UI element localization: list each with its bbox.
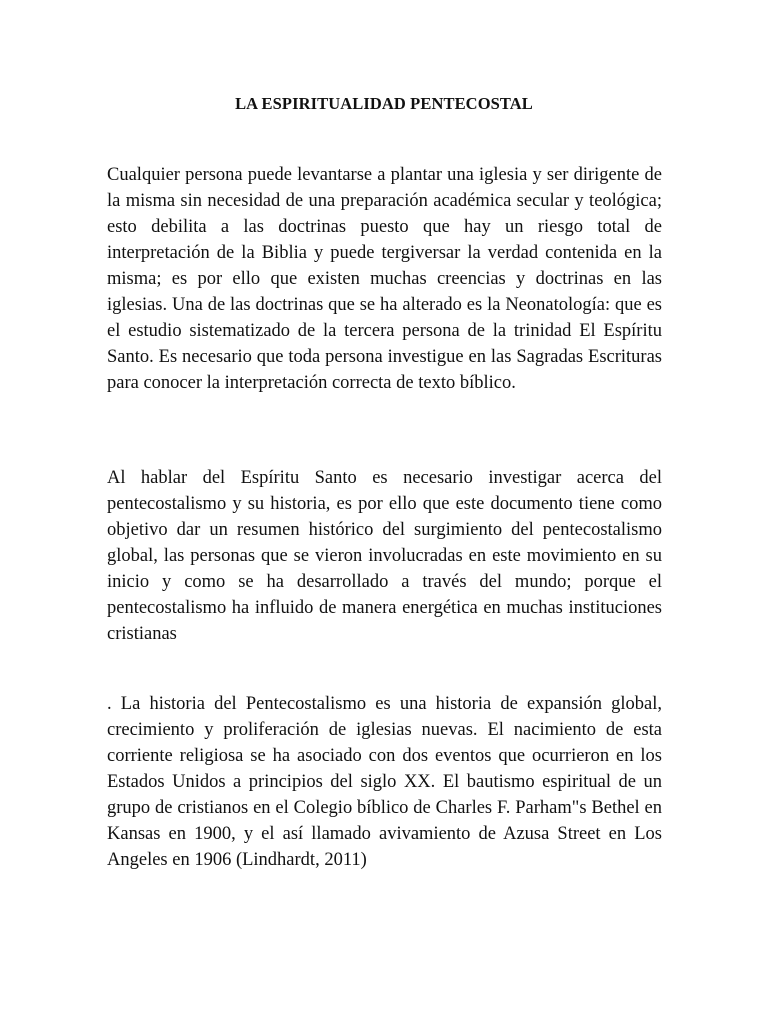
document-title: LA ESPIRITUALIDAD PENTECOSTAL bbox=[235, 94, 533, 113]
paragraph-3: . La historia del Pentecostalismo es una historia de expansión global, crecimiento y proliferación de iglesias nuevas. El nacimiento de esta corriente religiosa se ha asociado con dos eventos que ocurrieron en los Estados Unidos a principios del siglo XX. El bautismo espiritual de un grupo de cristianos en el Colegio bíblico de Charles F. Parham"s Bethel en Kansas en 1900, y el así llamado avivamiento de Azusa Street en Los Angeles en 1906 (Lindhardt, 2011) bbox=[107, 694, 662, 870]
paragraph-2: Al hablar del Espíritu Santo es necesario investigar acerca del pentecostalismo y su historia, es por ello que este documento tiene como objetivo dar un resumen histórico del surgimiento del pentecostalismo global, las personas que se vieron involucradas en este movimiento en su inicio y como se ha desarrollado a través del mundo; porque el pentecostalismo ha influido de manera energética en muchas instituciones cristianas bbox=[107, 468, 662, 644]
paragraph-1: Cualquier persona puede levantarse a plantar una iglesia y ser dirigente de la misma sin necesidad de una preparación académica secular y teológica; esto debilita a las doctrinas puesto que hay un riesgo total de interpretación de la Biblia y puede tergiversar la verdad contenida en la misma; es por ello que existen muchas creencias y doctrinas en las iglesias. Una de las doctrinas que se ha alterado es la Neonatología: que es el estudio sistematizado de la tercera persona de la trinidad El Espíritu Santo. Es necesario que toda persona investigue en las Sagradas Escrituras para conocer la interpretación correcta de texto bíblico. bbox=[107, 165, 662, 393]
